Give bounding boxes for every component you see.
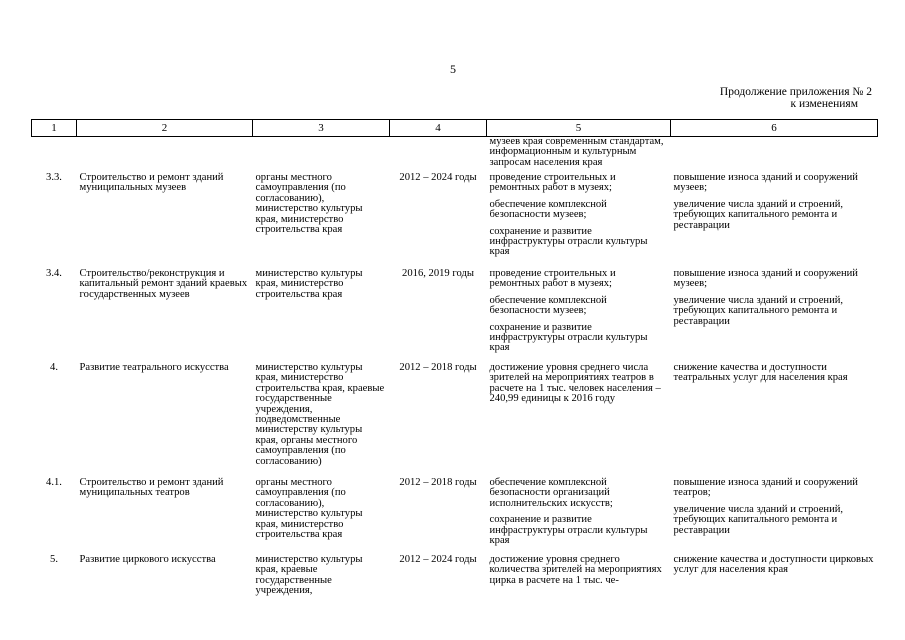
row-number-text: 3.4. [46,268,62,279]
row-number [32,363,77,478]
result-item: сохранение и развитие инфраструктуры отрасли культуры края [489,514,648,547]
years [390,137,487,174]
row-number-text: 5. [50,554,58,565]
continuation-line-2: к изменениям [790,98,858,110]
column-header: 1 [32,120,77,137]
column-header: 3 [253,120,390,137]
consequences-cell [671,363,878,478]
page-number: 5 [450,62,456,76]
table-row [32,173,878,269]
consequence-item: увеличение числа зданий и строений, требующих капитального ремонта и реставрации [673,294,844,327]
results-cell [487,269,671,363]
row-number [32,173,77,269]
result-item: достижение уровня среднего количества зрителей на мероприятиях цирка в расчете на 1 тыс. че- [489,554,662,586]
result-item: обеспечение комплексной безопасности музеев; [489,294,607,317]
consequences-cell [671,555,878,597]
result-item: обеспечение комплексной безопасности музеев; [489,198,607,221]
measure-name: Развитие циркового искусства [79,554,216,565]
years: 2016, 2019 годы [402,268,474,279]
executor: министерство культуры края, министерство строительства края, краевые государственные учреждения, подведомственные министерству культуры края, органы местного самоуправления (по согласованию) [255,362,385,467]
consequence-item: повышение износа зданий и сооружений музеев; [673,268,858,290]
continuation-header [672,86,872,110]
row-number [32,555,77,597]
result-item: проведение строительных и ремонтных работ в музеях; [489,268,616,290]
row-number-text: 4. [50,362,58,373]
years: 2012 – 2024 годы [399,172,477,183]
measure-name: Строительство/реконструкция и капитальный ремонт зданий краевых государственных музеев [79,268,248,300]
executor: органы местного самоуправления (по согласованию), министерство культуры края, министерство строительства края [255,172,363,236]
column-header: 4 [390,120,487,137]
row-number-text: 3.3. [46,172,62,183]
results-cell [487,173,671,269]
measure-name: Строительство и ремонт зданий муниципальных театров [79,477,224,499]
consequences-cell [671,269,878,363]
table-row [32,137,878,174]
row-number [32,137,77,174]
measure-name: Развитие театрального искусства [79,362,229,373]
consequences-cell [671,173,878,269]
measure-name [77,137,253,174]
row-number [32,269,77,363]
row-number [32,478,77,555]
results-cell [487,363,671,478]
years: 2012 – 2018 годы [399,362,477,373]
consequence-item: повышение износа зданий и сооружений музеев; [673,172,858,194]
consequences-cell [671,478,878,555]
consequence-item: увеличение числа зданий и строений, требующих капитального ремонта и реставрации [673,198,844,231]
result-item: проведение строительных и ремонтных работ в музеях; [489,172,616,194]
result-item: музеев края современным стандартам, информационным и культурным запросам населения края [489,136,664,168]
result-item: сохранение и развитие инфраструктуры отрасли культуры края [489,225,648,258]
measure-name: Строительство и ремонт зданий муниципальных музеев [79,172,224,194]
executor [253,137,390,174]
executor: министерство культуры края, краевые государственные учреждения, [255,554,363,597]
column-header: 2 [77,120,253,137]
executor: органы местного самоуправления (по согласованию), министерство культуры края, министерство строительства края [255,477,363,541]
consequences-cell [671,137,878,174]
table-header-row [32,120,878,137]
consequence-item: увеличение числа зданий и строений, требующих капитального ремонта и реставрации [673,503,844,536]
years: 2012 – 2024 годы [399,554,477,565]
table-row [32,269,878,363]
results-cell [487,555,671,597]
result-item: достижение уровня среднего числа зрителей на мероприятиях театров в расчете на 1 тыс. человек населения – 240,99 единицы к 2016 году [489,362,661,405]
table-row [32,555,878,597]
years: 2012 – 2018 годы [399,477,477,488]
table-row [32,363,878,478]
row-number-text: 4.1. [46,477,62,488]
consequence-item: повышение износа зданий и сооружений театров; [673,477,858,499]
measures-table [31,119,878,597]
consequence-item: снижение качества и доступности театральных услуг для населения края [673,362,848,384]
result-item: сохранение и развитие инфраструктуры отрасли культуры края [489,321,648,354]
continuation-line-1: Продолжение приложения № 2 [719,86,872,98]
results-cell [487,478,671,555]
consequence-item: снижение качества и доступности цирковых услуг для населения края [673,554,874,576]
result-item: обеспечение комплексной безопасности организаций исполнительских искусств; [489,477,613,509]
results-cell [487,137,671,174]
column-header: 6 [671,120,878,137]
column-header: 5 [487,120,671,137]
executor: министерство культуры края, министерство строительства края [255,268,363,300]
table-row [32,478,878,555]
